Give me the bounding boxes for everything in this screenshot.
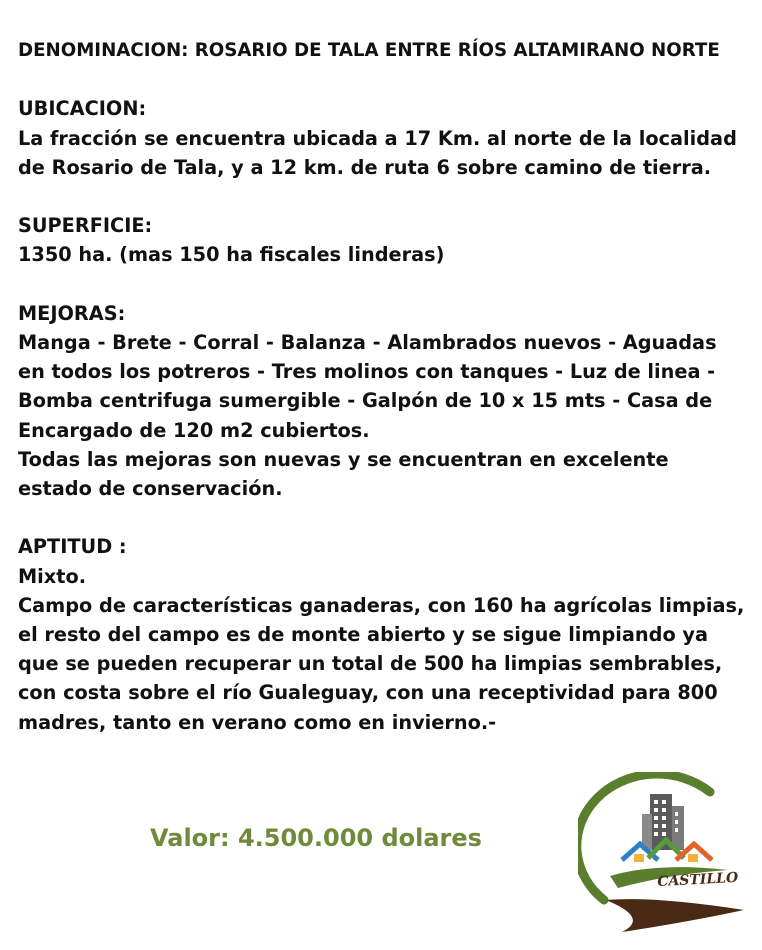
price-label: Valor: 4.500.000 dolares xyxy=(150,824,482,852)
mejoras-condition-text: Todas las mejoras son nuevas y se encuentran en excelente estado de conservación. xyxy=(18,447,669,500)
section-heading-superficie: SUPERFICIE: xyxy=(18,214,153,238)
logo-brand-text: CASTILLO xyxy=(656,869,739,891)
section-aptitud xyxy=(18,532,748,736)
ubicacion-text: La fracción se encuentra ubicada a 17 Km. al norte de la localidad de Rosario de Tala, y a 12 km. de ruta 6 sobre camino de tierra. xyxy=(18,126,737,179)
houses-icon xyxy=(622,840,712,862)
aptitud-type-text: Mixto. xyxy=(18,564,87,588)
section-heading-aptitud: APTITUD : xyxy=(18,535,127,559)
section-heading-ubicacion: UBICACION: xyxy=(18,97,147,121)
section-ubicacion xyxy=(18,94,748,182)
section-heading-mejoras: MEJORAS: xyxy=(18,301,126,325)
aptitud-description-text: Campo de características ganaderas, con 160 ha agrícolas limpias, el resto del campo es de monte abierto y se sigue limpiando ya que se pueden recuperar un total de 500 ha limpias sembrables, con costa sobre el río Gualeguay, con una receptividad para 800 madres, tanto en verano como en invierno.- xyxy=(18,593,745,734)
castillo-logo xyxy=(578,772,758,944)
mejoras-list-text: Manga - Brete - Corral - Balanza - Alambrados nuevos - Aguadas en todos los potreros - Tres molinos con tanques - Luz de linea - Bomba centrifuga sumergible - Galpón de 10 x 15 mts - Casa de Encargado de 120 m2 cubiertos. xyxy=(18,330,717,442)
section-superficie xyxy=(18,211,748,269)
section-mejoras xyxy=(18,299,748,503)
listing-title: DENOMINACION: ROSARIO DE TALA ENTRE RÍOS ALTAMIRANO NORTE xyxy=(18,40,720,61)
superficie-text: 1350 ha. (mas 150 ha fiscales linderas) xyxy=(18,243,445,267)
listing-text xyxy=(18,36,748,737)
logo-brown-swoosh xyxy=(606,899,744,932)
